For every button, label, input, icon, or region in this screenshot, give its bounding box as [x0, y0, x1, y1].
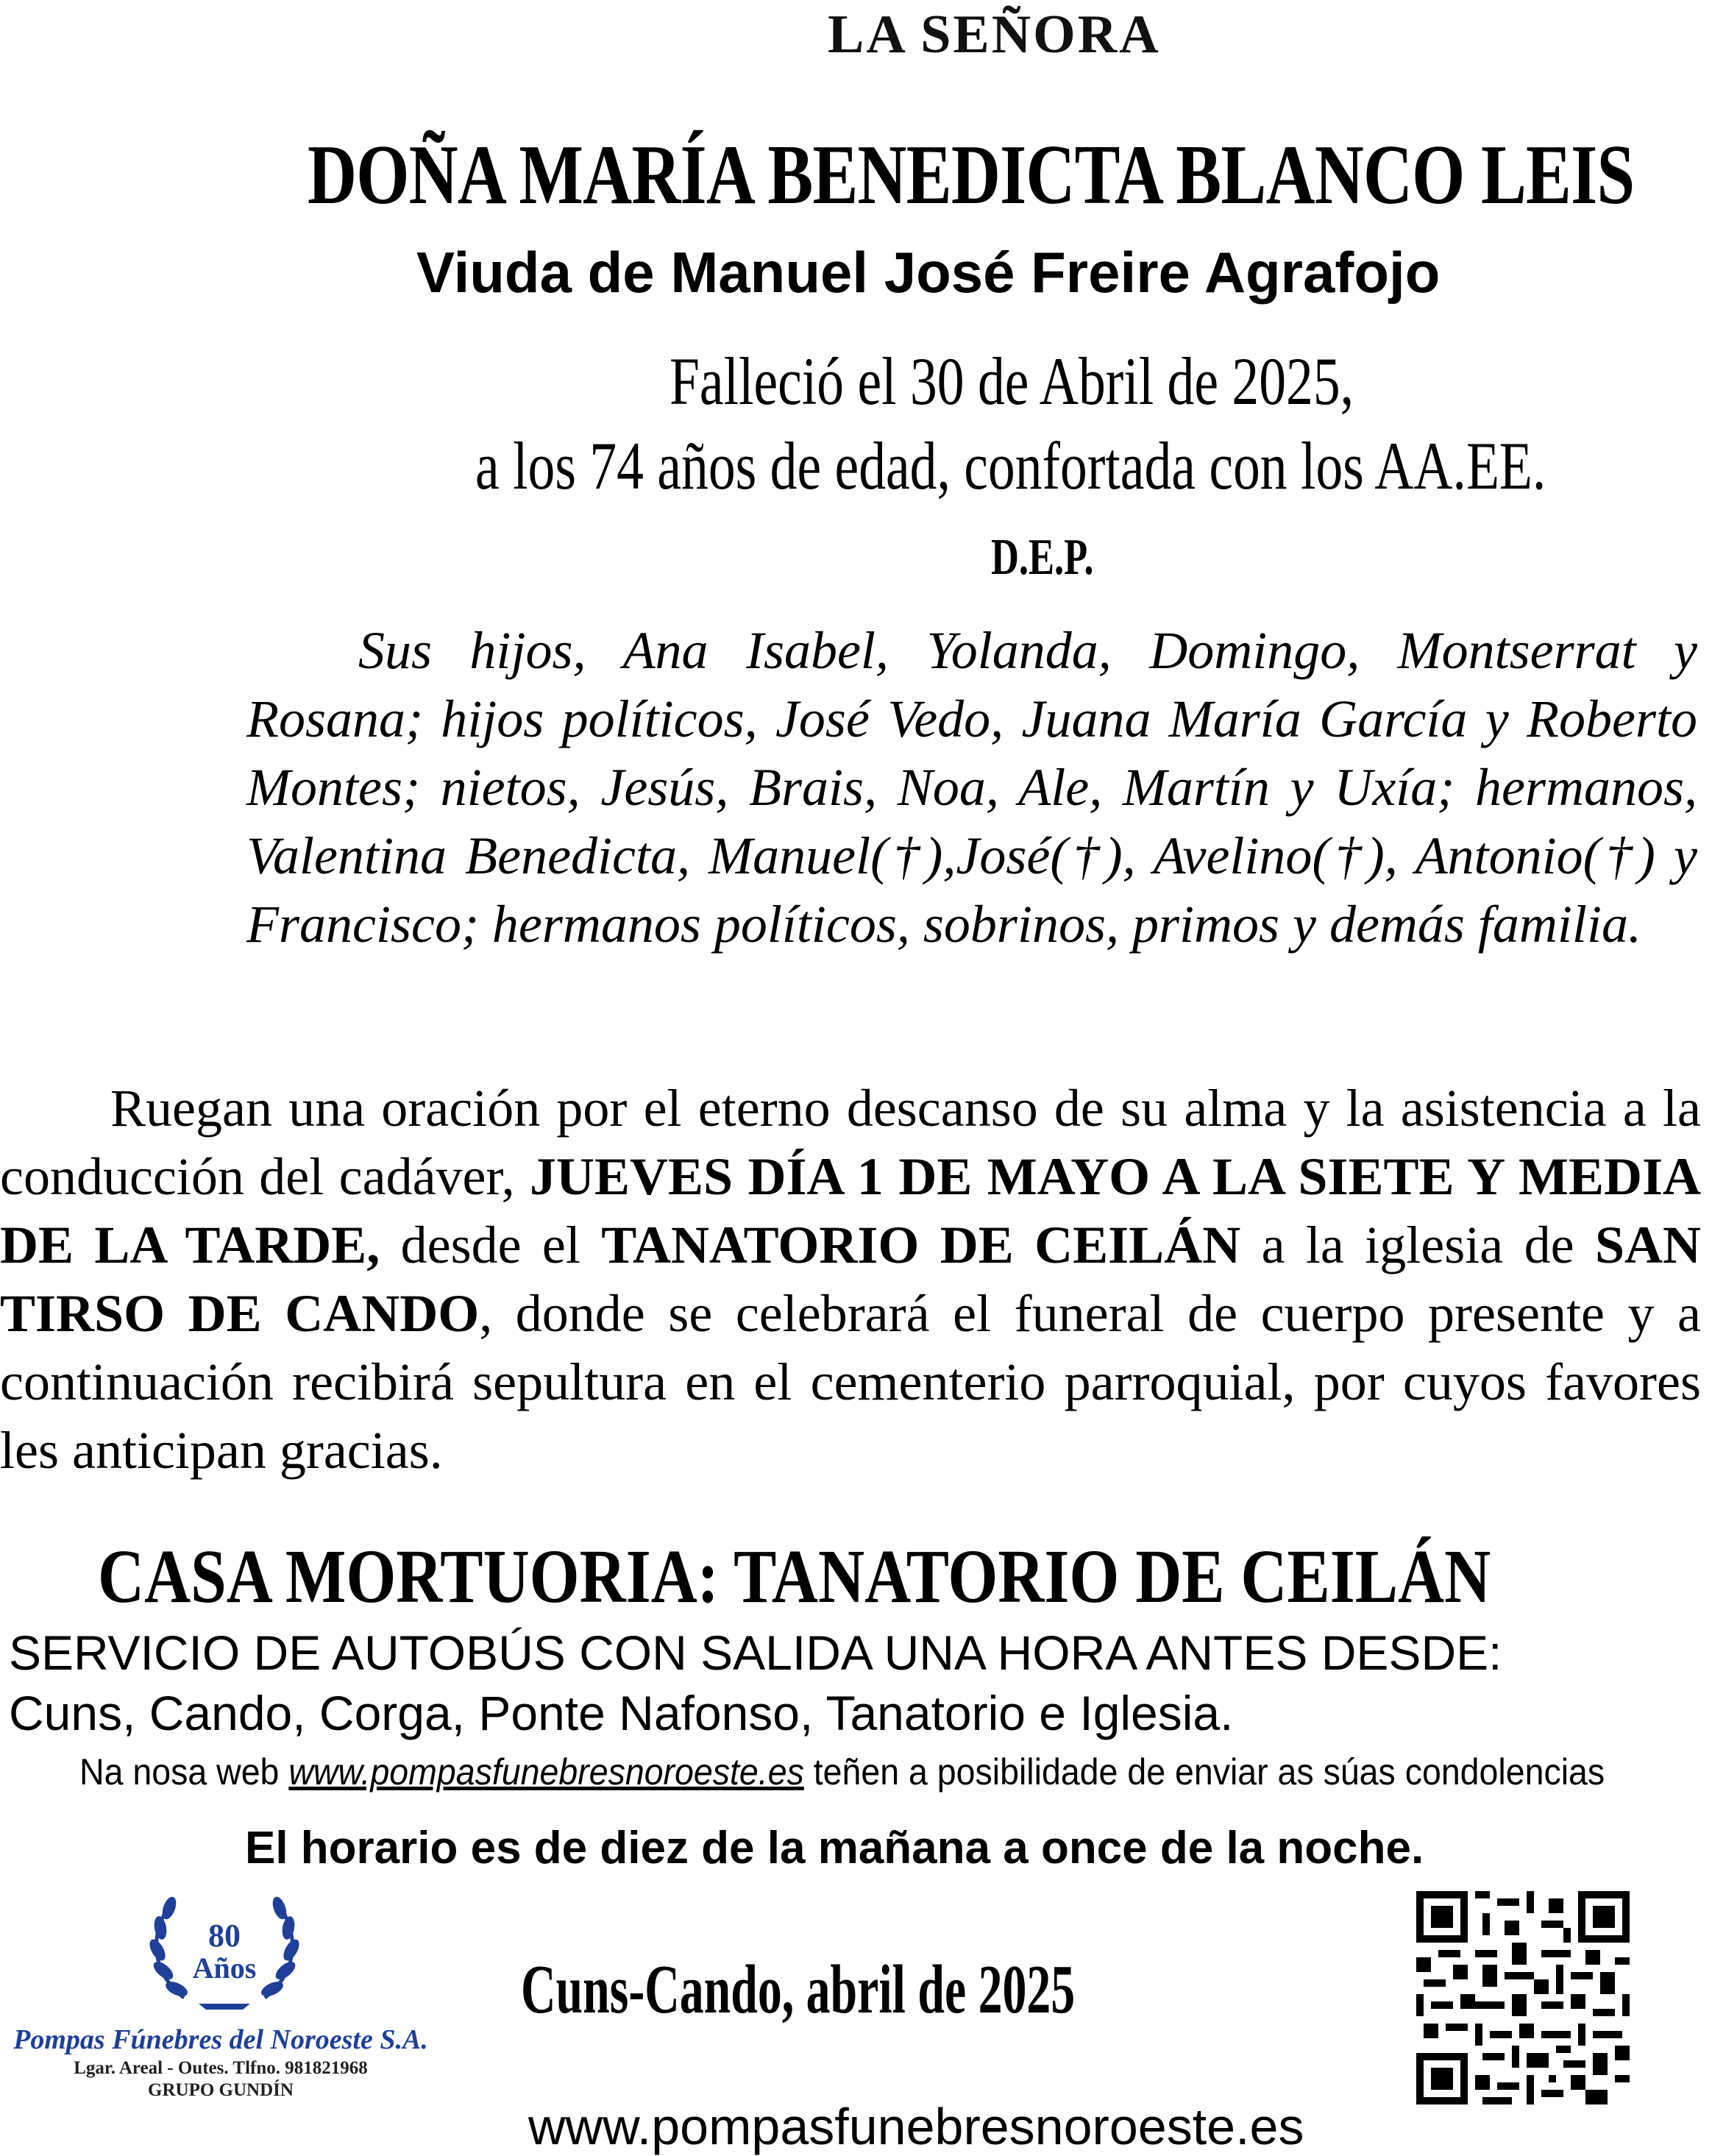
prayer-church: SAN TIRSO DE CANDO — [0, 1216, 1701, 1343]
prayer-paragraph — [0, 1074, 1701, 1485]
logo-company-name: Pompas Fúnebres del Noroeste S.A. — [13, 2024, 428, 2055]
qr-code-icon — [1416, 1891, 1630, 2104]
death-date-line: Falleció el 30 de Abril de 2025, — [669, 344, 1354, 419]
deceased-name: DOÑA MARÍA BENEDICTA BLANCO LEIS — [308, 128, 1635, 222]
web-condolences-note — [79, 1751, 1605, 1793]
logo-years-label: Años — [192, 1951, 257, 1985]
prayer-text-2: desde el — [380, 1216, 602, 1274]
schedule-line: El horario es de diez de la mañana a once de la noche. — [245, 1823, 1424, 1873]
web-link[interactable]: www.pompasfunebresnoroeste.es — [288, 1751, 804, 1792]
company-logo — [4, 1887, 438, 2100]
logo-address: Lgar. Areal - Outes. Tlfno. 981821968 — [74, 2058, 368, 2078]
logo-years — [188, 1920, 261, 1985]
prayer-date-time: JUEVES DÍA 1 DE MAYO A LA SIETE Y MEDIA DE LA TARDE, — [0, 1147, 1701, 1274]
casa-mortuoria: CASA MORTUORIA: TANATORIO DE CEILÁN — [98, 1534, 1491, 1619]
bus-service-line: SERVICIO DE AUTOBÚS CON SALIDA UNA HORA ANTES DESDE: — [9, 1625, 1502, 1680]
logo-group: GRUPO GUNDÍN — [148, 2080, 294, 2100]
footer-url[interactable]: www.pompasfunebresnoroeste.es — [528, 2098, 1304, 2155]
prayer-origin: TANATORIO DE CEILÁN — [601, 1216, 1241, 1274]
bus-stops-line: Cuns, Cando, Corga, Ponte Nafonso, Tanatorio e Iglesia. — [9, 1686, 1234, 1740]
web-note-pre: Na nosa web — [79, 1751, 289, 1792]
age-line: a los 74 años de edad, confortada con los AA.EE. — [475, 428, 1546, 503]
logo-years-number: 80 — [208, 1918, 241, 1954]
place-date: Cuns-Cando, abril de 2025 — [521, 1951, 1076, 2028]
prayer-text-3: a la iglesia de — [1240, 1216, 1595, 1274]
widow-of: Viuda de Manuel José Freire Agrafojo — [416, 240, 1441, 305]
family-paragraph — [246, 617, 1697, 959]
prayer-text-1: Ruegan una oración por el eterno descanso de su alma y la asistencia a la conducción del cadáver, — [0, 1079, 1701, 1206]
heading: LA SEÑORA — [828, 4, 1161, 65]
web-note-post: teñen a posibilidade de enviar as súas condolencias — [803, 1751, 1605, 1792]
prayer-text-4: , donde se celebrará el funeral de cuerpo presente y a continuación recibirá sepultura en el cementerio parroquial, por cuyos favores les anticipan gracias. — [0, 1284, 1702, 1480]
dep-label: D.E.P. — [991, 529, 1094, 586]
family-text: Sus hijos, Ana Isabel, Yolanda, Domingo, Montserrat y Rosana; hijos políticos, José Vedo, Juana María García y Roberto Montes; nietos, Jesús, Brais, Noa, Ale, Martín y Uxía; hermanos, Valentina Benedicta, Manuel(†),José(†), Avelino(†), Antonio(†) y Francisco; hermanos políticos, sobrinos, primos y demás familia. — [246, 621, 1697, 954]
